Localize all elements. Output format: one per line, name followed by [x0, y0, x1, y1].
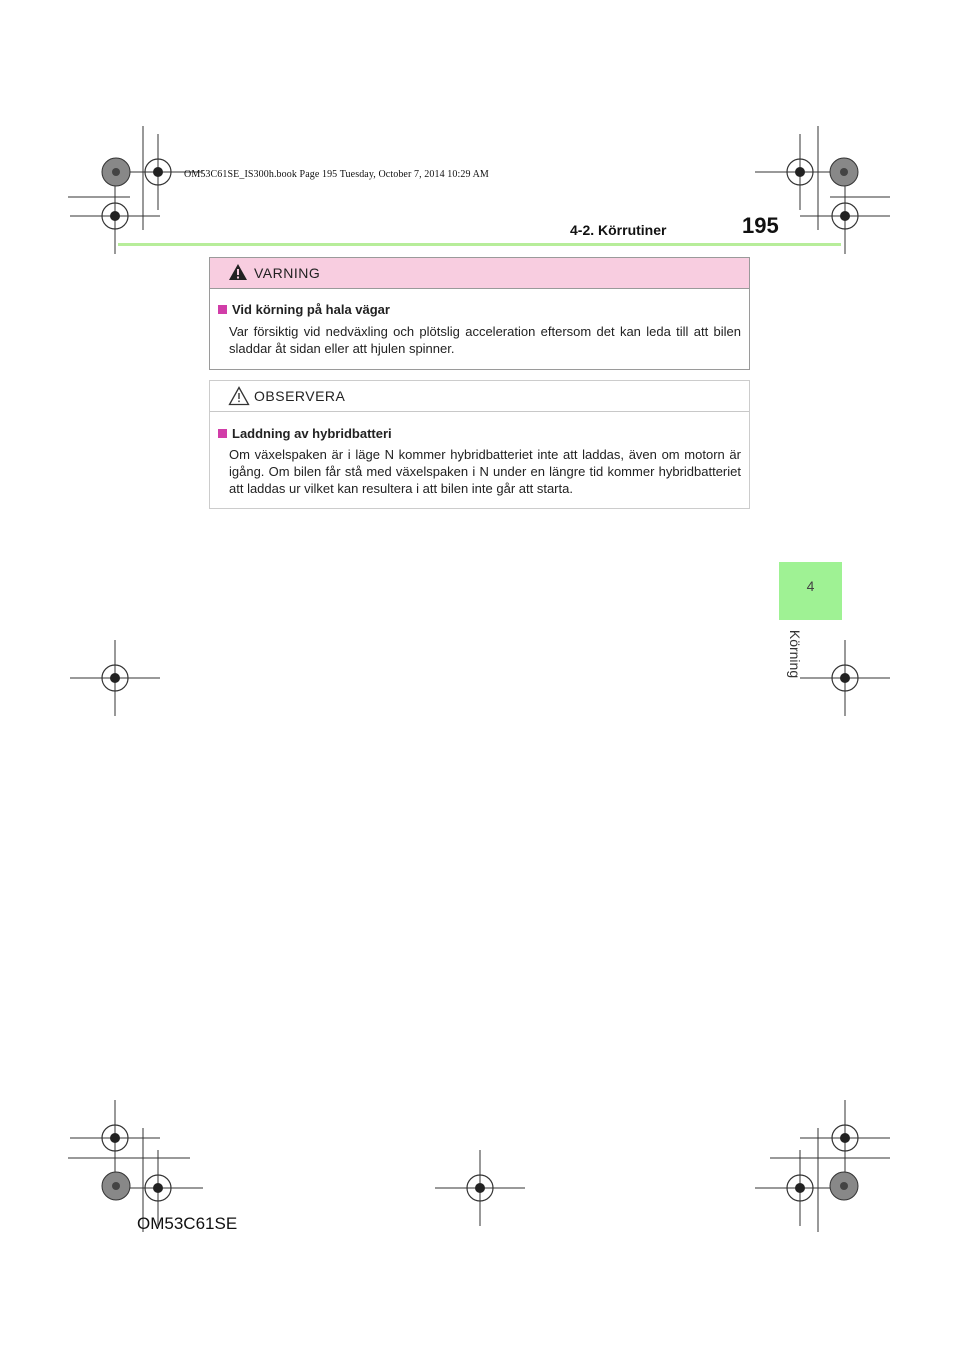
chapter-number: 4 [806, 578, 815, 594]
warning-title: VARNING [254, 265, 321, 281]
notice-title: OBSERVERA [254, 388, 346, 404]
section-title: 4-2. Körrutiner [570, 222, 667, 238]
document-code: OM53C61SE [137, 1214, 238, 1233]
warning-item-text: Var försiktig vid nedväxling och plötslig acceleration eftersom det kan leda till att bilen sladdar åt sidan eller att hjulen spinner. [229, 324, 741, 356]
bullet-square-icon [218, 305, 227, 314]
warning-box [209, 257, 750, 370]
print-metadata: OM53C61SE_IS300h.book Page 195 Tuesday, October 7, 2014 10:29 AM [184, 169, 489, 180]
notice-box [209, 380, 750, 509]
bullet-square-icon [218, 429, 227, 438]
caution-triangle-icon [228, 386, 250, 406]
notice-header [210, 381, 749, 412]
chapter-label: Körning [787, 629, 803, 679]
notice-item-text: Om växelspaken är i läge N kommer hybridbatteriet inte att laddas, även om motorn är igång. Om bilen får stå med växelspaken i N under en längre tid kommer hybridbatteriet att laddas ur vilket kan resultera i att bilen inte går att starta. [229, 447, 741, 496]
warning-item-heading-text: Vid körning på hala vägar [232, 302, 390, 317]
notice-item-heading [218, 426, 392, 441]
notice-item-heading-text: Laddning av hybridbatteri [232, 426, 392, 441]
warning-header [210, 258, 749, 289]
header-rule [118, 243, 841, 246]
page-number: 195 [742, 213, 779, 238]
warning-item-heading [218, 302, 390, 317]
warning-triangle-icon [228, 263, 248, 281]
